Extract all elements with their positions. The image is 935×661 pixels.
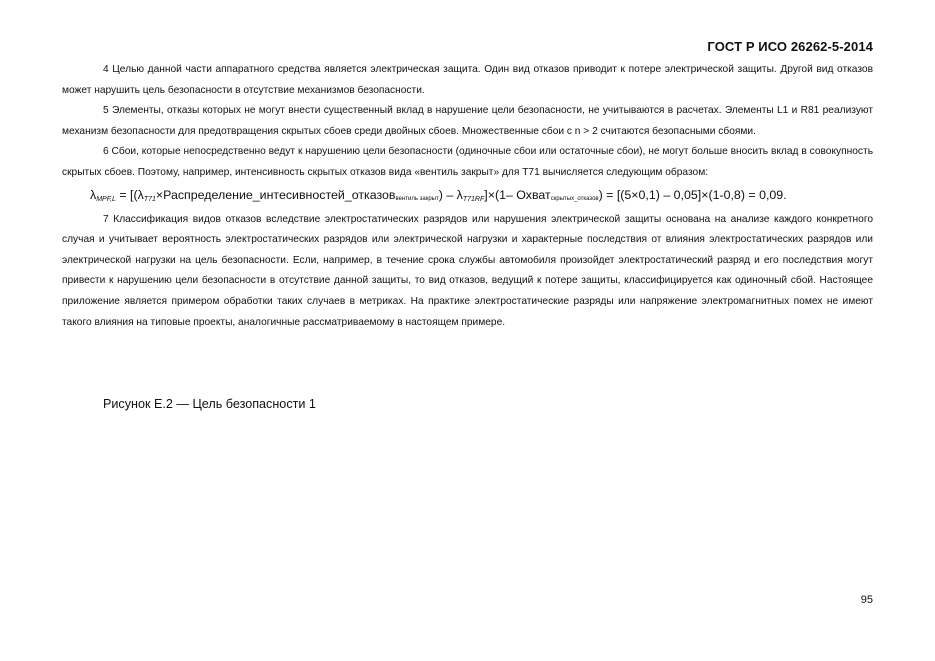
formula xyxy=(62,185,873,210)
document-body xyxy=(62,60,873,333)
formula-line xyxy=(62,185,873,210)
formula-part-1: = [(λ xyxy=(115,187,144,202)
standard-header: ГОСТ Р ИСО 26262-5-2014 xyxy=(707,39,873,54)
formula-sub-coverage: скрытых_отказов xyxy=(550,195,599,202)
formula-sub-t71: T71 xyxy=(143,195,156,203)
formula-sub-mpf: MPF,L xyxy=(96,195,116,203)
note-6: 6 Сбои, которые непосредственно ведут к нарушению цели безопасности (одиночные сбои или остаточные сбои), не могут больше вносить вклад в совокупность скрытых сбоев. Поэтому, например, интенсивность скрытых отказов вида «вентиль закрыт» для T71 вычисляется следующим образом: xyxy=(62,146,873,178)
formula-sub-valve: вентиль закрыт xyxy=(395,195,439,202)
formula-sub-t71rf: T71RF xyxy=(462,195,485,203)
page-number: 95 xyxy=(860,594,873,606)
note-4: 4 Целью данной части аппаратного средства является электрическая защита. Один вид отказов приводит к потере электрической защиты. Другой вид отказов может нарушить цель безопасности в отсутствие механизмов безопасности. xyxy=(62,64,873,96)
note-5: 5 Элементы, отказы которых не могут внести существенный вклад в нарушение цели безопасности, не учитываются в расчетах. Элементы L1 и R81 реализуют механизм безопасности для предотвращения скрытых сбоев среди двойных сбоев. Множественные сбои с n > 2 считаются безопасными сбоями. xyxy=(62,105,873,137)
formula-part-4: ]×(1– Охват xyxy=(484,187,551,202)
formula-part-5: ) = [(5×0,1) – 0,05]×(1-0,8) = 0,09. xyxy=(598,187,787,202)
formula-part-2: ×Распределение_интесивностей_отказов xyxy=(155,187,396,202)
formula-lambda: λ xyxy=(90,187,97,202)
note-7: 7 Классификация видов отказов вследствие электростатических разрядов или нарушения электрической защиты основана на анализе каждого конкретного случая и учитывает вероятность электростатических разрядов или электрической нагрузки и характерные последствия от влияния электростатических разрядов или электрической нагрузки на цель безопасности. Если, например, в течение срока службы автомобиля произойдет электростатический разряд и его последствия могут привести к нарушению цели безопасности в отсутствие данной защиты, то вид отказов, ведущий к потере защиты, классифицируется как одиночный сбой. Настоящее приложение является примером обработки таких случаев в метриках. На практике электростатические разряды или напряжение электромагнитных помех не имеют такого влияния на типовые проекты, аналогичные рассматриваемому в настоящем примере. xyxy=(62,213,873,328)
formula-part-3: ) – λ xyxy=(438,187,463,202)
figure-caption: Рисунок Е.2 — Цель безопасности 1 xyxy=(103,397,316,411)
